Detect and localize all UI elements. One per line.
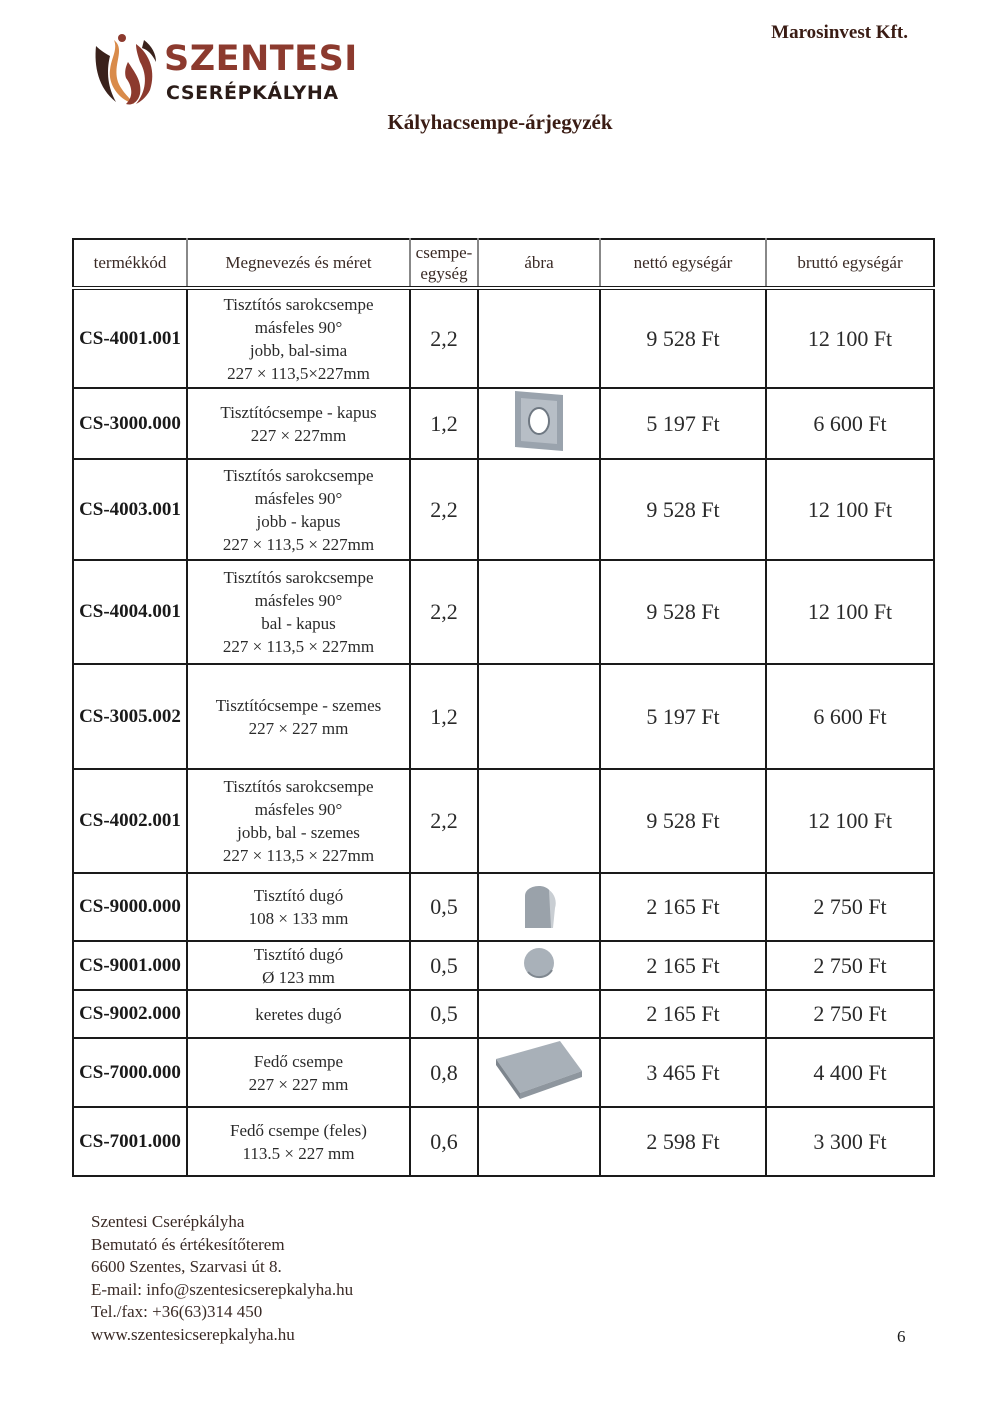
product-description: [187, 664, 410, 769]
net-price: 9 528 Ft: [600, 769, 766, 873]
tile-unit: 2,2: [410, 288, 478, 388]
net-price: 9 528 Ft: [600, 459, 766, 560]
product-description: [187, 388, 410, 459]
gross-price: 12 100 Ft: [766, 769, 934, 873]
product-description-text: Tisztítócsempe - szemes 227 × 227 mm: [215, 695, 382, 738]
gross-price: 12 100 Ft: [766, 560, 934, 664]
product-description: [187, 769, 410, 873]
logo: [92, 32, 362, 112]
cover-tile-icon: [494, 1039, 584, 1106]
product-description: [187, 1038, 410, 1107]
product-code: CS-4003.001: [73, 459, 187, 560]
table-row: [73, 388, 934, 459]
product-image-cell: [478, 664, 600, 769]
product-description: [187, 941, 410, 990]
logo-subtitle: CSERÉPKÁLYHA: [166, 82, 339, 104]
tile-unit: 0,5: [410, 990, 478, 1038]
gross-price: 6 600 Ft: [766, 388, 934, 459]
product-code: CS-4002.001: [73, 769, 187, 873]
table-row: [73, 769, 934, 873]
tile-unit: 0,5: [410, 873, 478, 941]
tile-unit: 1,2: [410, 664, 478, 769]
column-header-gross-price: bruttó egységár: [766, 239, 934, 288]
logo-name: SZENTESI: [164, 39, 358, 79]
product-description-text: Tisztítós sarokcsempe másfeles 90° jobb - kapus 227 × 113,5 × 227mm: [222, 465, 375, 554]
company-name: Marosinvest Kft.: [771, 22, 908, 43]
product-description-text: Fedő csempe (feles) 113.5 × 227 mm: [230, 1120, 367, 1163]
product-description: [187, 1107, 410, 1176]
product-description: [187, 288, 410, 388]
product-image-cell: [478, 1038, 600, 1107]
footer-website[interactable]: www.szentesicserepkalyha.hu: [91, 1324, 295, 1344]
gross-price: 2 750 Ft: [766, 873, 934, 941]
net-price: 9 528 Ft: [600, 560, 766, 664]
product-description-text: Tisztító dugó Ø 123 mm: [253, 944, 344, 987]
net-price: 2 165 Ft: [600, 941, 766, 990]
product-image-cell: [478, 288, 600, 388]
product-image-cell: [478, 873, 600, 941]
net-price: 2 165 Ft: [600, 873, 766, 941]
product-code: CS-9002.000: [73, 990, 187, 1038]
table-row: [73, 990, 934, 1038]
column-header-unit: [410, 239, 478, 288]
table-row: [73, 873, 934, 941]
column-header-net-price: nettó egységár: [600, 239, 766, 288]
gross-price: 2 750 Ft: [766, 990, 934, 1038]
page-title: Kályhacsempe-árjegyzék: [387, 110, 613, 134]
round-plug-icon: [522, 946, 556, 985]
product-code: CS-7000.000: [73, 1038, 187, 1107]
gross-price: 4 400 Ft: [766, 1038, 934, 1107]
product-description-text: Tisztítócsempe - kapus 227 × 227mm: [220, 402, 377, 445]
column-header-name: Megnevezés és méret: [187, 239, 410, 288]
product-image-cell: [478, 990, 600, 1038]
gross-price: 12 100 Ft: [766, 288, 934, 388]
net-price: 2 598 Ft: [600, 1107, 766, 1176]
product-image-cell: [478, 388, 600, 459]
table-row: [73, 560, 934, 664]
tile-unit: 2,2: [410, 560, 478, 664]
product-image-cell: [478, 1107, 600, 1176]
product-image-cell: [478, 769, 600, 873]
net-price: 5 197 Ft: [600, 388, 766, 459]
table-header-row: [73, 239, 934, 288]
tile-with-hole-icon: [511, 389, 567, 458]
product-description: [187, 459, 410, 560]
footer-address: 6600 Szentes, Szarvasi út 8.: [91, 1257, 282, 1276]
product-description-text: Fedő csempe 227 × 227 mm: [248, 1051, 349, 1094]
net-price: 3 465 Ft: [600, 1038, 766, 1107]
column-header-unit-label: csempe- egység: [415, 243, 473, 283]
product-code: CS-4004.001: [73, 560, 187, 664]
tile-unit: 0,6: [410, 1107, 478, 1176]
product-image-cell: [478, 459, 600, 560]
table-row: [73, 664, 934, 769]
table-row: [73, 288, 934, 388]
net-price: 9 528 Ft: [600, 288, 766, 388]
product-description: [187, 560, 410, 664]
tile-unit: 0,5: [410, 941, 478, 990]
page-number: 6: [897, 1327, 906, 1346]
tile-unit: 2,2: [410, 769, 478, 873]
gross-price: 12 100 Ft: [766, 459, 934, 560]
product-image-cell: [478, 560, 600, 664]
product-code: CS-3000.000: [73, 388, 187, 459]
product-code: CS-9000.000: [73, 873, 187, 941]
gross-price: 3 300 Ft: [766, 1107, 934, 1176]
product-description-text: Tisztítós sarokcsempe másfeles 90° jobb, bal-sima 227 × 113,5×227mm: [223, 294, 374, 383]
gross-price: 6 600 Ft: [766, 664, 934, 769]
product-description: [187, 873, 410, 941]
footer-company: Szentesi Cserépkályha: [91, 1212, 245, 1231]
tile-unit: 2,2: [410, 459, 478, 560]
product-description-text: Tisztítós sarokcsempe másfeles 90° bal - kapus 227 × 113,5 × 227mm: [222, 568, 375, 656]
footer-email[interactable]: E-mail: info@szentesicserepkalyha.hu: [91, 1279, 354, 1299]
footer-contact: [91, 1211, 353, 1346]
flame-logo-icon: [92, 32, 158, 106]
column-header-code: termékkód: [73, 239, 187, 288]
product-description: [187, 990, 410, 1038]
product-description-text: Tisztító dugó 108 × 133 mm: [248, 886, 349, 928]
table-row: [73, 459, 934, 560]
table-row: [73, 1038, 934, 1107]
product-code: CS-3005.002: [73, 664, 187, 769]
product-description-text: Tisztítós sarokcsempe másfeles 90° jobb, bal - szemes 227 × 113,5 × 227mm: [222, 777, 375, 865]
tile-unit: 0,8: [410, 1038, 478, 1107]
price-table: [72, 238, 935, 1177]
product-image-cell: [478, 941, 600, 990]
product-code: CS-4001.001: [73, 288, 187, 388]
footer-showroom: Bemutató és értékesítőterem: [91, 1234, 285, 1254]
net-price: 2 165 Ft: [600, 990, 766, 1038]
table-row: [73, 1107, 934, 1176]
product-code: CS-7001.000: [73, 1107, 187, 1176]
product-code: CS-9001.000: [73, 941, 187, 990]
footer-phone: Tel./fax: +36(63)314 450: [91, 1302, 263, 1321]
net-price: 5 197 Ft: [600, 664, 766, 769]
arched-plug-icon: [519, 878, 559, 937]
tile-unit: 1,2: [410, 388, 478, 459]
column-header-image: ábra: [478, 239, 600, 288]
gross-price: 2 750 Ft: [766, 941, 934, 990]
product-description-text: keretes dugó: [255, 1004, 342, 1024]
table-row: [73, 941, 934, 990]
